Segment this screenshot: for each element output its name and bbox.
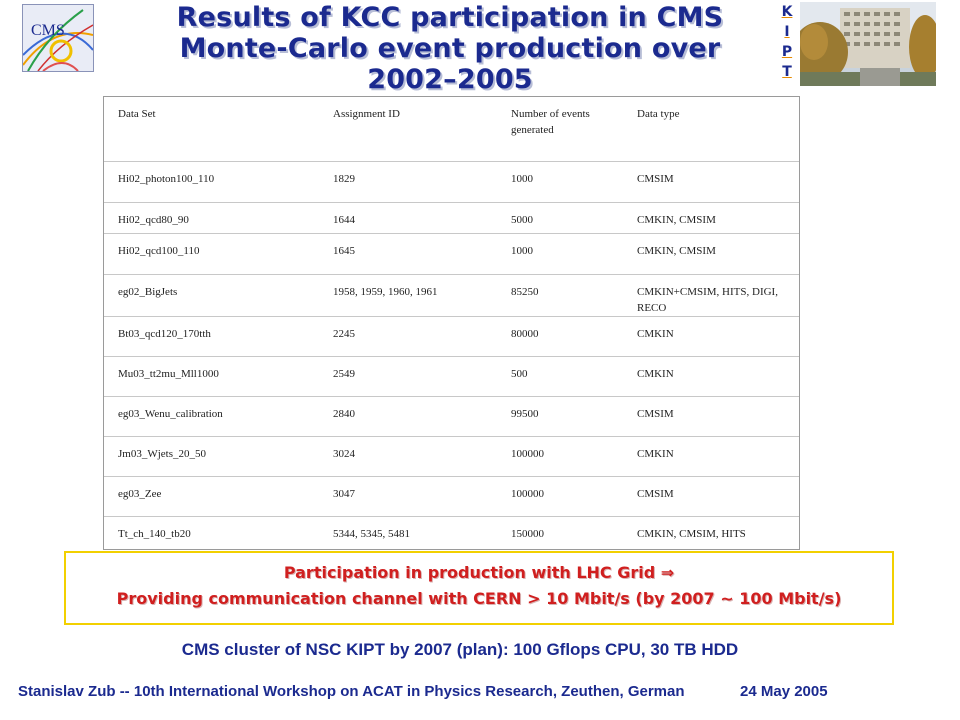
cell-data-set: eg03_Zee [104,476,319,516]
cell-data-type: CMSIM [623,161,799,202]
cluster-plan-text: CMS cluster of NSC KIPT by 2007 (plan): 100 Gflops CPU, 30 TB HDD [181,640,739,659]
col-header-data-type: Data type [623,97,799,161]
cms-logo [22,4,94,72]
cell-assignment-id: 1829 [319,161,497,202]
table-row [104,202,799,233]
cell-events: 1000 [497,161,623,202]
table-row [104,396,799,436]
cell-data-type: CMKIN, CMSIM [623,233,799,274]
cell-data-set: Hi02_photon100_110 [104,161,319,202]
cell-data-set: Jm03_Wjets_20_50 [104,436,319,476]
cell-assignment-id: 2840 [319,396,497,436]
table-row [104,274,799,316]
cell-data-set: Hi02_qcd100_110 [104,233,319,274]
cell-assignment-id: 1958, 1959, 1960, 1961 [319,274,497,316]
table-row [104,436,799,476]
title-line-2: Monte-Carlo event production over [179,33,721,64]
cell-events: 80000 [497,316,623,356]
table-row [104,516,799,549]
footer [18,683,958,700]
cell-events: 1000 [497,233,623,274]
cell-data-set: Tt_ch_140_tb20 [118,527,191,540]
banner-line-1: Participation in production with LHC Grid ⇒ [283,563,675,582]
title-line-3: 2002–2005 [367,64,533,95]
cell-data-type: CMKIN [623,316,799,356]
cell-data-set: Hi02_qcd80_90 [104,202,319,233]
banner-line-2: Providing communication channel with CERN > 10 Mbit/s (by 2007 ~ 100 Mbit/s) [116,589,842,608]
cell-events: 99500 [497,396,623,436]
cell-assignment-id: 5344, 5345, 5481 [333,527,410,540]
cell-data-type: CMKIN [623,356,799,396]
cell-events: 85250 [497,274,623,316]
cell-data-type: CMKIN [623,436,799,476]
cell-assignment-id: 2245 [319,316,497,356]
cell-assignment-id: 3024 [319,436,497,476]
data-set-table [103,96,800,550]
footer-date: 24 May 2005 [740,683,828,700]
cell-data-set: eg02_BigJets [104,274,319,316]
footer-author: Stanislav Zub -- 10th International Workshop on ACAT in Physics Research, Zeuthen, German [18,683,685,700]
kipt-vertical-label [778,2,796,82]
cell-data-type: CMKIN, CMSIM [623,202,799,233]
cell-data-type: CMKIN, CMSIM, HITS [637,527,746,540]
cell-data-type: CMSIM [623,476,799,516]
cell-events: 5000 [497,202,623,233]
cms-logo-text: CMS [31,22,65,39]
cell-data-type: CMKIN+CMSIM, HITS, DIGI, RECO [623,274,799,316]
col-header-data-set: Data Set [104,97,319,161]
cms-logo-graphic [23,5,93,71]
kipt-letter-i: I [784,24,790,40]
cell-events: 100000 [497,436,623,476]
cell-assignment-id: 3047 [319,476,497,516]
col-header-events-generated: Number of events generated [497,97,623,161]
table-row [104,161,799,202]
col-header-assignment-id: Assignment ID [319,97,497,161]
page-title [105,2,795,95]
table-row [104,356,799,396]
building-photo-graphic [800,2,936,86]
table-row [104,476,799,516]
kipt-letter-t: T [782,64,792,80]
table-header-row [104,97,799,161]
kipt-letter-p: P [781,44,793,60]
cell-data-set: eg03_Wenu_calibration [104,396,319,436]
lhc-grid-banner [64,551,894,625]
table-row [104,316,799,356]
cell-events: 150000 [511,527,544,540]
cell-assignment-id: 2549 [319,356,497,396]
cell-data-set: Bt03_qcd120_170tth [104,316,319,356]
cell-assignment-id: 1644 [319,202,497,233]
institute-building-photo [800,2,936,86]
title-line-1: Results of KCC participation in CMS [176,2,724,33]
cell-events: 500 [497,356,623,396]
table-row [104,233,799,274]
cell-data-type: CMSIM [623,396,799,436]
cell-events: 100000 [497,476,623,516]
cell-data-set: Mu03_tt2mu_Mll1000 [104,356,319,396]
cell-assignment-id: 1645 [319,233,497,274]
kipt-letter-k: K [781,4,793,20]
